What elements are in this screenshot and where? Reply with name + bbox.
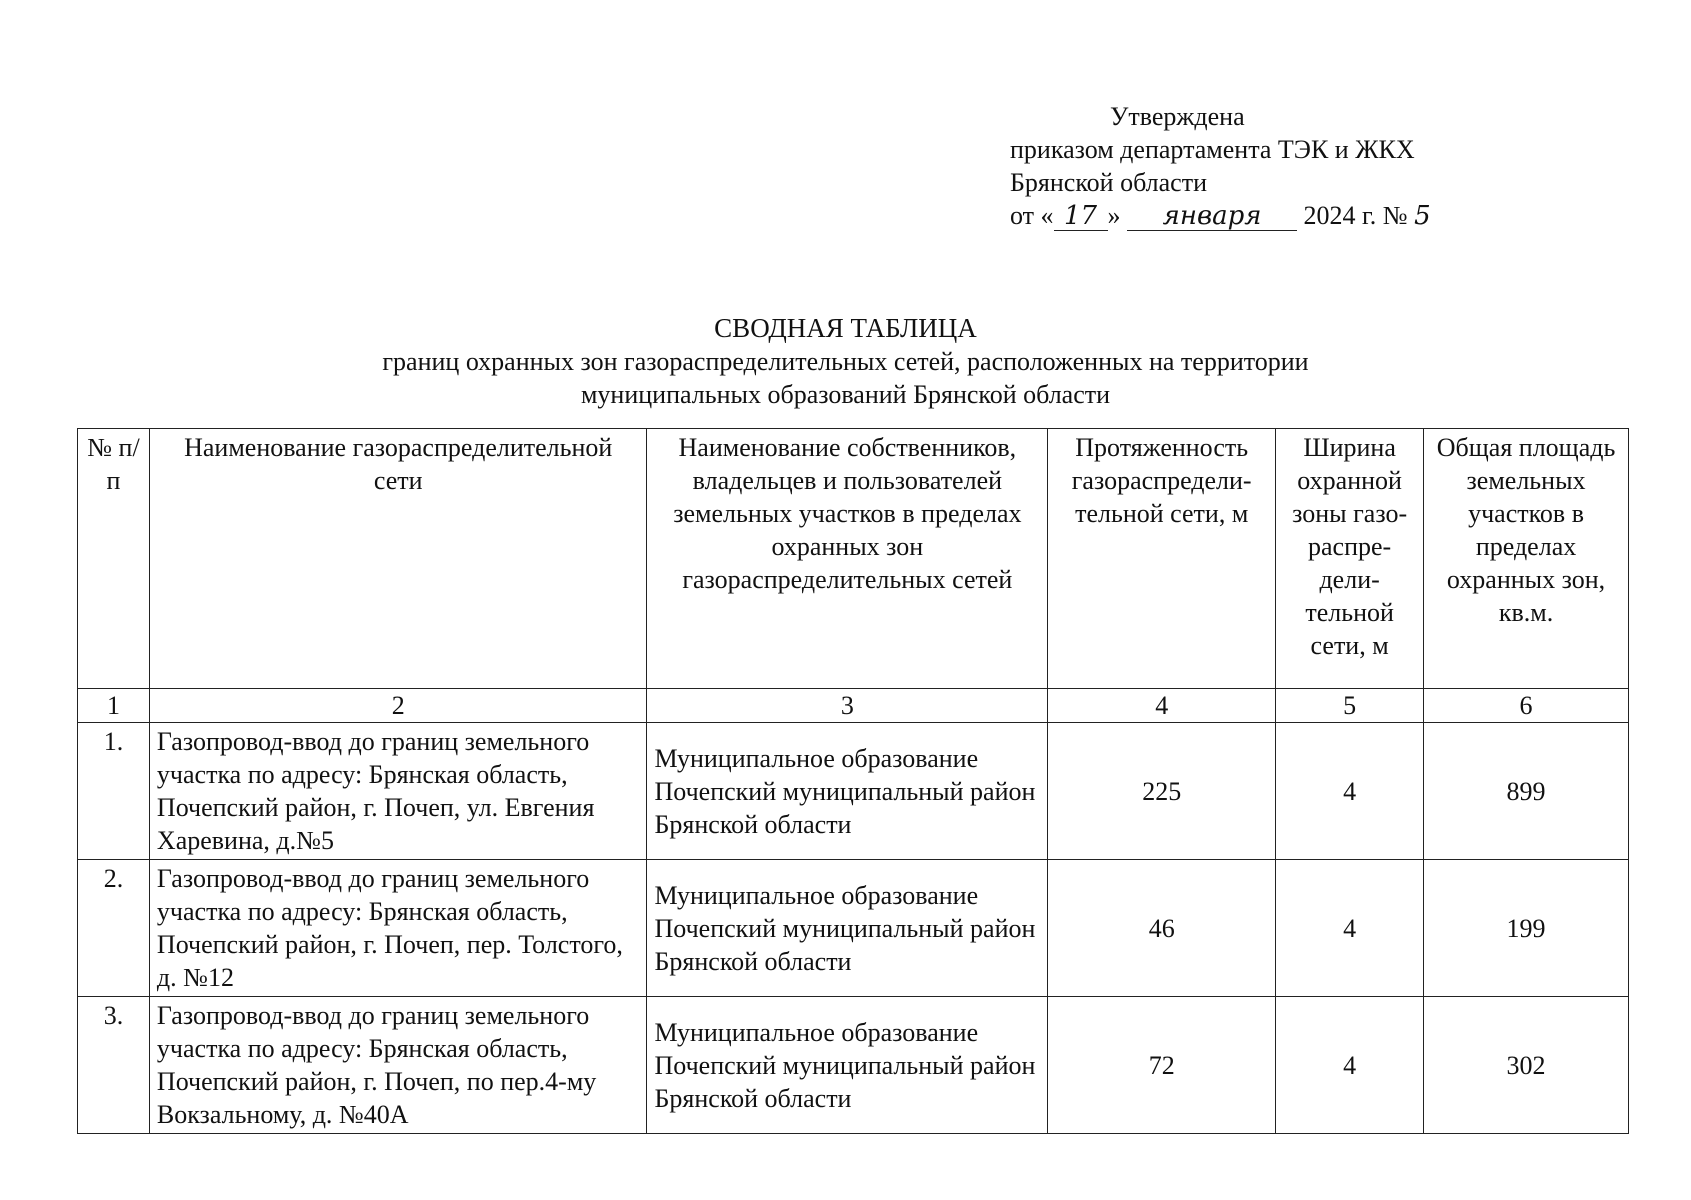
title-line-2: границ охранных зон газораспределительных сетей, расположенных на территории	[382, 347, 1309, 376]
column-number: 3	[647, 689, 1048, 723]
title-line-3: муниципальных образований Брянской области	[580, 380, 1111, 409]
zone-width: 4	[1276, 997, 1424, 1134]
table-row	[78, 723, 1629, 860]
owner-name: Муниципальное образование Почепский муниципальный район Брянской области	[647, 997, 1048, 1134]
column-number: 1	[78, 689, 150, 723]
date-prefix: от «	[1010, 201, 1054, 230]
network-name: Газопровод-ввод до границ земельного участка по адресу: Брянская область, Почепский район, г. Почеп, ул. Евгения Харевина, д.№5	[149, 723, 647, 860]
zone-width: 4	[1276, 723, 1424, 860]
network-length: 46	[1048, 860, 1276, 997]
column-number: 5	[1276, 689, 1424, 723]
table-row	[78, 997, 1629, 1134]
header-number: № п/п	[78, 429, 150, 689]
header-network-name: Наименование газораспределительной сети	[149, 429, 647, 689]
year-part: 2024 г. №	[1303, 201, 1408, 230]
document-title	[0, 312, 1691, 411]
zone-width: 4	[1276, 860, 1424, 997]
approval-line-1: Утверждена	[1110, 102, 1245, 131]
approval-line-2: приказом департамента ТЭК и ЖКХ	[1010, 135, 1415, 164]
header-zone-width: Ширина охранной зоны газо-распре-дели-тельной сети, м	[1276, 429, 1424, 689]
title-main: СВОДНАЯ ТАБЛИЦА	[714, 313, 977, 343]
network-length: 72	[1048, 997, 1276, 1134]
column-number-row	[78, 689, 1629, 723]
handwritten-order-number: 5	[1414, 201, 1431, 231]
approval-date-line	[1010, 199, 1454, 232]
row-number: 3.	[78, 997, 150, 1134]
date-mid: »	[1107, 201, 1121, 230]
header-total-area: Общая площадь земельных участков в пределах охранных зон, кв.м.	[1424, 429, 1629, 689]
handwritten-day: 17	[1054, 202, 1108, 231]
header-length: Протяженность газораспредели-тельной сети, м	[1048, 429, 1276, 689]
network-name: Газопровод-ввод до границ земельного участка по адресу: Брянская область, Почепский район, г. Почеп, по пер.4-му Вокзальному, д. №40А	[149, 997, 647, 1134]
total-area: 302	[1424, 997, 1629, 1134]
total-area: 199	[1424, 860, 1629, 997]
column-number: 2	[149, 689, 647, 723]
column-number: 6	[1424, 689, 1629, 723]
summary-table	[77, 428, 1629, 1134]
table-header-row	[78, 429, 1629, 689]
handwritten-month: января	[1127, 202, 1297, 231]
owner-name: Муниципальное образование Почепский муниципальный район Брянской области	[647, 860, 1048, 997]
network-length: 225	[1048, 723, 1276, 860]
row-number: 1.	[78, 723, 150, 860]
approval-line-3: Брянской области	[1010, 168, 1207, 197]
approval-block	[1010, 100, 1454, 232]
table-row	[78, 860, 1629, 997]
owner-name: Муниципальное образование Почепский муниципальный район Брянской области	[647, 723, 1048, 860]
header-owners: Наименование собственников, владельцев и пользователей земельных участков в пределах охранных зон газораспределительных сетей	[647, 429, 1048, 689]
column-number: 4	[1048, 689, 1276, 723]
total-area: 899	[1424, 723, 1629, 860]
row-number: 2.	[78, 860, 150, 997]
network-name: Газопровод-ввод до границ земельного участка по адресу: Брянская область, Почепский район, г. Почеп, пер. Толстого, д. №12	[149, 860, 647, 997]
